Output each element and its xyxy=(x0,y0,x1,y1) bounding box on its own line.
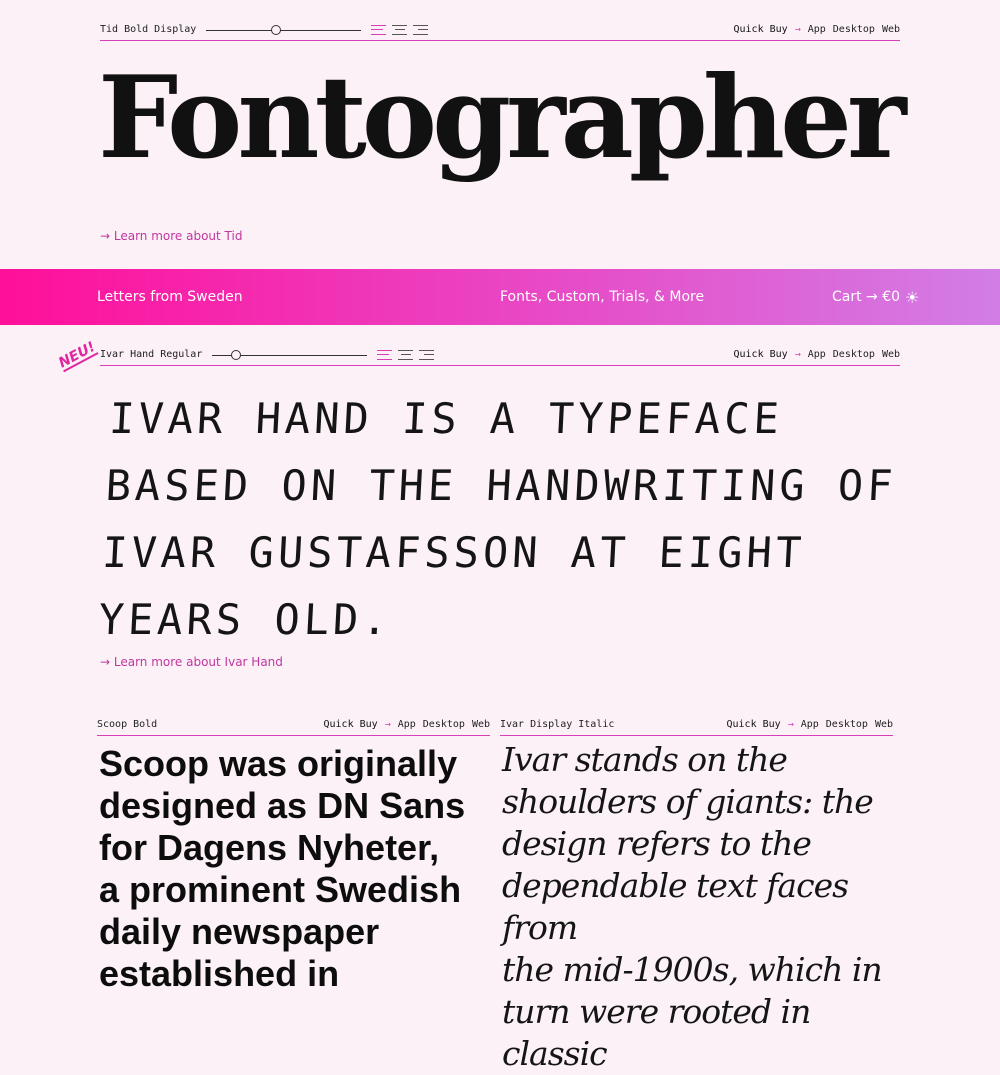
buy-links xyxy=(727,719,894,730)
alignment-group xyxy=(377,350,434,360)
learn-more-tid-link[interactable]: → Learn more about Tid xyxy=(100,229,243,243)
sample-line: for Dagens Nyheter, xyxy=(99,827,440,868)
specimen-toolbar-ivar-hand xyxy=(100,344,900,366)
align-left-icon[interactable] xyxy=(377,350,392,360)
buy-web-link[interactable]: Web xyxy=(881,24,900,35)
brand-link[interactable]: Letters from Sweden xyxy=(97,289,243,305)
font-name: Ivar Hand Regular xyxy=(100,349,203,360)
specimen-toolbar-ivar-display xyxy=(500,714,893,736)
buy-desktop-link[interactable]: Desktop xyxy=(422,719,465,730)
buy-links xyxy=(324,719,491,730)
sun-icon[interactable]: ☀ xyxy=(905,287,920,307)
learn-more-ivar-hand-link[interactable]: → Learn more about Ivar Hand xyxy=(100,655,283,669)
specimen-sample-tid[interactable]: Fontographer xyxy=(98,51,902,184)
buy-app-link[interactable]: App xyxy=(397,719,416,730)
sample-line: Ivar stands on the xyxy=(502,740,787,779)
quick-buy-label[interactable]: Quick Buy xyxy=(733,349,788,360)
main-nav xyxy=(0,269,1000,325)
font-name: Ivar Display Italic xyxy=(500,719,615,730)
buy-web-link[interactable]: Web xyxy=(471,719,490,730)
align-right-icon[interactable] xyxy=(419,350,434,360)
slider-thumb[interactable] xyxy=(231,350,241,360)
sample-line: YEARS OLD. xyxy=(97,595,393,644)
arrow-icon: → xyxy=(794,24,801,35)
buy-app-link[interactable]: App xyxy=(807,24,826,35)
cart-label: Cart → €0 xyxy=(832,289,901,305)
specimen-sample-scoop[interactable] xyxy=(99,743,494,995)
slider-track xyxy=(206,30,361,31)
cart-link[interactable] xyxy=(832,288,919,307)
arrow-icon: → xyxy=(794,349,801,360)
align-center-icon[interactable] xyxy=(398,350,413,360)
sample-line: shoulders of giants: the xyxy=(502,782,873,821)
sample-line: a prominent Swedish xyxy=(99,869,462,910)
align-right-icon[interactable] xyxy=(413,25,428,35)
buy-web-link[interactable]: Web xyxy=(874,719,893,730)
font-name: Scoop Bold xyxy=(97,719,158,730)
buy-app-link[interactable]: App xyxy=(800,719,819,730)
sample-line: dependable text faces from xyxy=(502,866,849,947)
menu-link[interactable]: Fonts, Custom, Trials, & More xyxy=(500,289,705,305)
sample-line: designed as DN Sans xyxy=(99,785,466,826)
arrow-icon: → xyxy=(384,719,391,730)
specimen-sample-ivar-hand[interactable] xyxy=(97,385,911,653)
buy-desktop-link[interactable]: Desktop xyxy=(825,719,868,730)
specimen-toolbar-tid xyxy=(100,19,900,41)
buy-web-link[interactable]: Web xyxy=(881,349,900,360)
sample-line: established in xyxy=(99,953,340,994)
buy-desktop-link[interactable]: Desktop xyxy=(832,349,875,360)
buy-links xyxy=(734,349,901,360)
sample-line: the mid-1900s, which in xyxy=(502,950,882,989)
sample-line: design refers to the xyxy=(502,824,811,863)
sample-line: turn were rooted in classic xyxy=(502,992,811,1073)
size-slider[interactable] xyxy=(206,25,361,35)
align-left-icon[interactable] xyxy=(371,25,386,35)
buy-app-link[interactable]: App xyxy=(807,349,826,360)
size-slider[interactable] xyxy=(212,350,367,360)
slider-thumb[interactable] xyxy=(271,25,281,35)
arrow-icon: → xyxy=(787,719,794,730)
align-center-icon[interactable] xyxy=(392,25,407,35)
quick-buy-label[interactable]: Quick Buy xyxy=(323,719,378,730)
quick-buy-label[interactable]: Quick Buy xyxy=(726,719,781,730)
sample-line: Scoop was originally xyxy=(99,743,458,784)
sample-line: BASED ON THE HANDWRITING OF xyxy=(104,461,898,510)
sample-line: daily newspaper xyxy=(99,911,380,952)
new-badge: NEU! xyxy=(56,338,99,372)
font-name: Tid Bold Display xyxy=(100,24,197,35)
sample-line: IVAR HAND IS A TYPEFACE xyxy=(107,394,785,443)
buy-desktop-link[interactable]: Desktop xyxy=(832,24,875,35)
quick-buy-label[interactable]: Quick Buy xyxy=(733,24,788,35)
alignment-group xyxy=(371,25,428,35)
buy-links xyxy=(734,24,901,35)
sample-line: IVAR GUSTAFSSON AT EIGHT xyxy=(100,528,807,577)
specimen-toolbar-scoop xyxy=(97,714,490,736)
specimen-sample-ivar-display[interactable] xyxy=(502,739,912,1075)
